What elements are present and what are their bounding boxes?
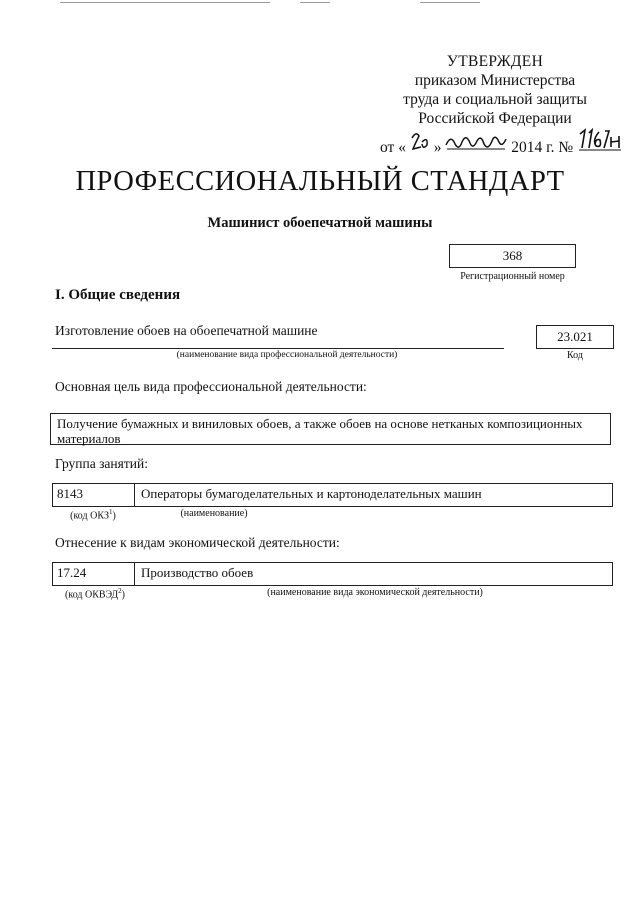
caption-text: ) (121, 589, 125, 601)
registration-number-label: Регистрационный номер (460, 271, 565, 282)
goal-box: Получение бумажных и виниловых обоев, а также обоев на основе нетканых композиционных материалов (50, 413, 611, 445)
activity-name: Изготовление обоев на обоепечатной машине (55, 323, 318, 338)
econ-table (52, 562, 613, 586)
econ-code-cell: 17.24 (53, 563, 135, 585)
caption-text: (код ОКВЭД (65, 589, 119, 601)
activity-caption: (наименование вида профессиональной деятельности) (176, 350, 398, 360)
activity-code-box: 23.021 (536, 325, 614, 349)
caption-text: (код ОКЗ (70, 510, 110, 522)
approval-line: труда и социальной защиты (403, 91, 587, 108)
footnote-marker: 2 (118, 587, 122, 595)
approval-line: приказом Министерства (414, 72, 576, 89)
econ-code-caption (52, 587, 138, 600)
group-label: Группа занятий: (55, 456, 148, 471)
activity-code-caption: Код (567, 350, 583, 361)
standard-subtitle: Машинист обоепечатной машины (207, 215, 433, 231)
econ-label: Отнесение к видам экономической деятельности: (55, 535, 340, 550)
handwritten-number (577, 128, 623, 157)
group-name-cell: Операторы бумагоделательных и картоноделательных машин (141, 486, 482, 501)
approval-block (380, 52, 610, 157)
approval-title: УТВЕРЖДЕН (446, 53, 544, 70)
approval-line: Российской Федерации (418, 110, 572, 127)
activity-underline (52, 348, 504, 349)
goal-label: Основная цель вида профессиональной деятельности: (55, 379, 367, 394)
econ-name-caption: (наименование вида экономической деятельности) (267, 587, 483, 598)
group-name-caption: (наименование) (180, 508, 248, 519)
order-year: 2014 г. № (511, 139, 574, 156)
order-prefix: от « (380, 139, 406, 156)
scan-edge-line (300, 2, 330, 3)
standard-title: ПРОФЕССИОНАЛЬНЫЙ СТАНДАРТ (75, 166, 565, 197)
order-mid: » (433, 139, 442, 156)
footnote-marker: 1 (109, 508, 113, 516)
handwritten-month (445, 130, 507, 157)
registration-number-box: 368 (449, 244, 576, 268)
group-table (52, 483, 613, 507)
econ-name-cell: Производство обоев (141, 565, 254, 580)
group-code-caption (52, 508, 134, 521)
group-code-cell: 8143 (53, 484, 135, 506)
scan-edge-line (420, 2, 480, 3)
handwritten-day (410, 130, 430, 157)
section-heading: I. Общие сведения (55, 287, 181, 303)
scan-edge-line (60, 2, 270, 3)
caption-text: ) (112, 510, 116, 522)
order-line (380, 128, 610, 157)
